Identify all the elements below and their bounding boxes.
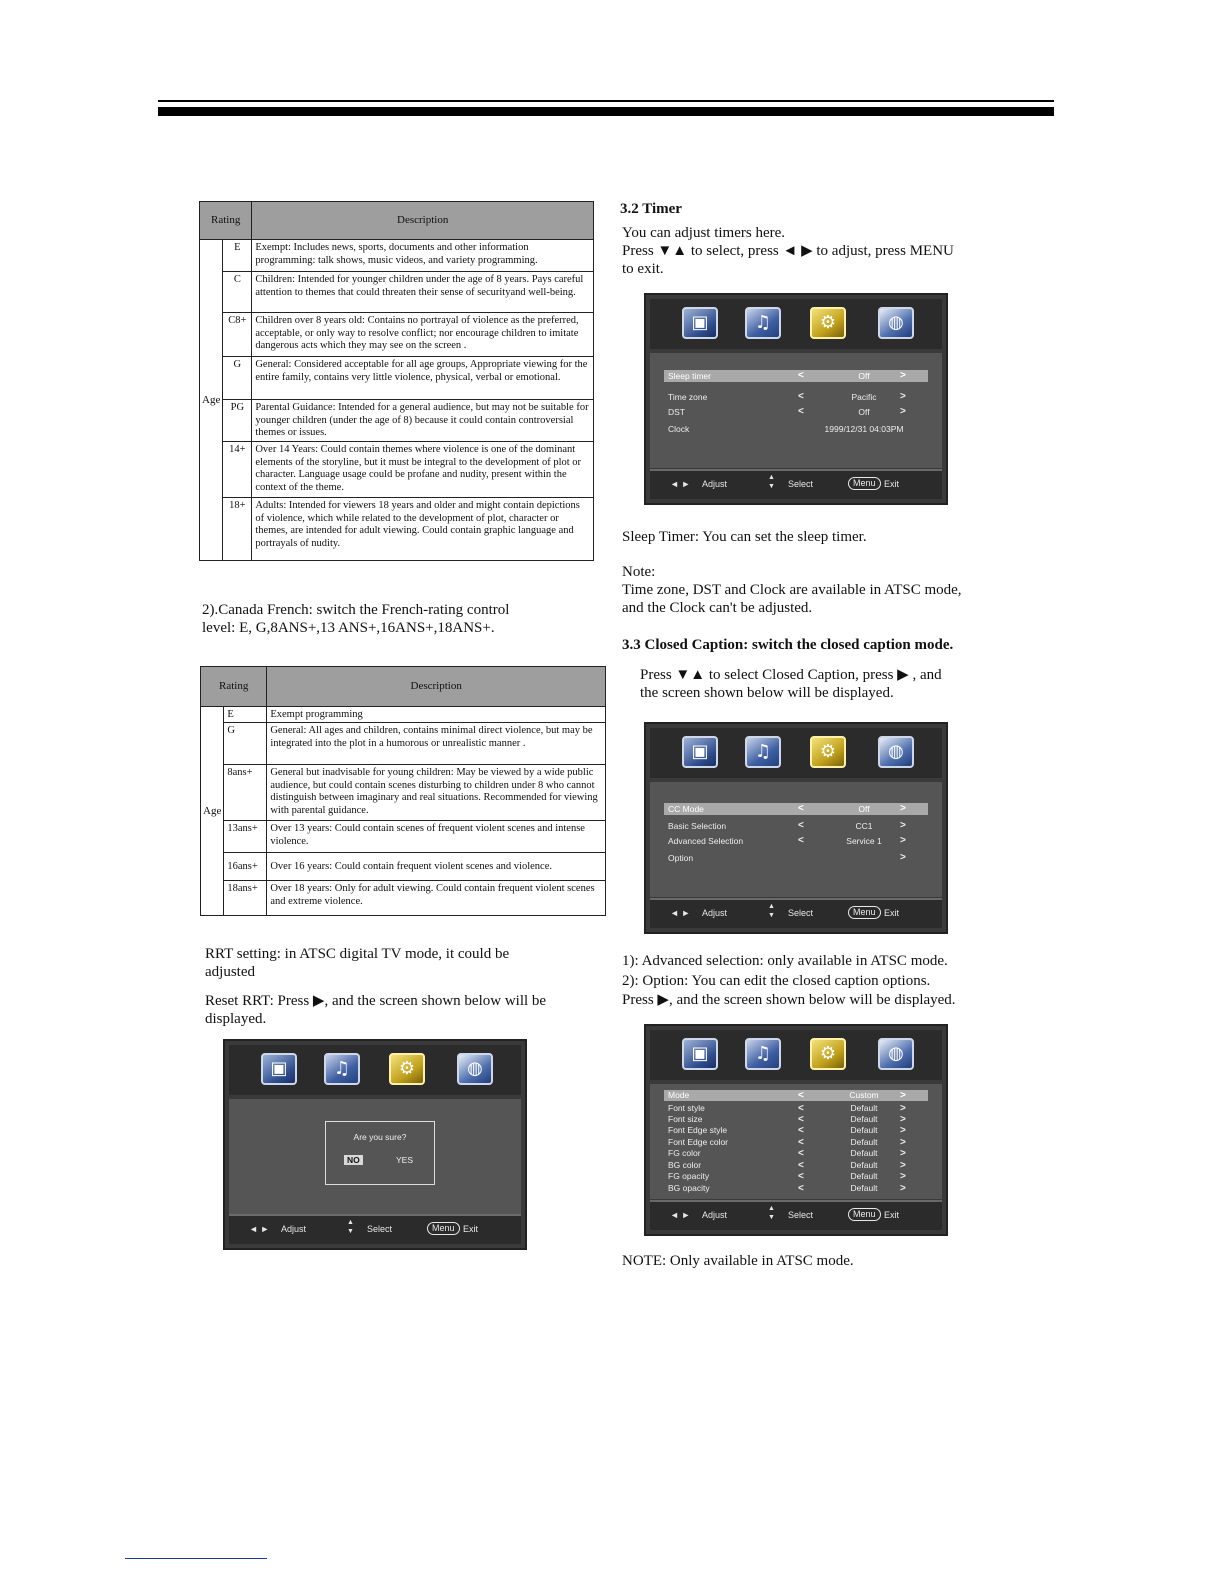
row-label: Mode (668, 1090, 690, 1100)
menu-key-icon: Menu (848, 1208, 881, 1221)
timer-note: Note: Time zone, DST and Clock are available in ATSC mode, and the Clock can't be adjusted. (622, 564, 962, 616)
reset-rrt-text: Reset RRT: Press ▶, and the screen shown below will be displayed. (205, 993, 547, 1027)
rating-description: General but inadvisable for young children: May be viewed by a wide public audience, but could contain scenes disturbing to children under 8 who cannot distinguish between imaginary and real situations. Recommended for viewing with parental guidance. (267, 765, 606, 821)
rating-code: E (223, 240, 252, 272)
adjust-hint: Adjust (702, 1210, 728, 1220)
row-label: Font Edge style (668, 1125, 728, 1135)
atsc-only-note: NOTE: Only available in ATSC mode. (622, 1253, 854, 1269)
row-label: Sleep timer (668, 371, 711, 381)
sound-icon[interactable]: ♫ (745, 736, 781, 768)
chevron-right-icon[interactable]: > (900, 1125, 906, 1136)
header-rule-thin (158, 100, 1054, 102)
picture-icon[interactable]: ▣ (682, 736, 718, 768)
timer-row-clock (664, 423, 928, 435)
sound-icon[interactable]: ♫ (324, 1053, 360, 1085)
row-value: Default (850, 1160, 878, 1170)
row-value: Custom (849, 1090, 879, 1100)
rating-description: Over 14 Years: Could contain themes where violence is one of the dominant elements of the storyline, but it must be integral to the development of plot or character. Language usage could be profane and nudity, present within the context of the theme. (252, 442, 594, 498)
left-right-arrows-icon: ◄ ► (670, 1210, 691, 1220)
row-label: FG opacity (668, 1171, 710, 1181)
chevron-right-icon[interactable]: > (900, 852, 906, 863)
osd-hint-bar (229, 1214, 521, 1244)
rrt-setting-text: RRT setting: in ATSC digital TV mode, it could be adjusted (205, 946, 510, 980)
chevron-right-icon[interactable]: > (900, 406, 906, 417)
rating-code: 18ans+ (224, 881, 267, 916)
row-value: Default (850, 1148, 878, 1158)
chevron-right-icon[interactable]: > (900, 391, 906, 402)
exit-hint: Exit (884, 479, 900, 489)
chevron-left-icon[interactable]: < (798, 1148, 804, 1159)
select-hint: Select (788, 479, 814, 489)
row-label: CC Mode (668, 804, 704, 814)
closed-caption-notes: 1): Advanced selection: only available in ATSC mode. 2): Option: You can edit the closed caption options. Press ▶, and the screen shown below will be displayed. (622, 953, 956, 1008)
chevron-left-icon[interactable]: < (798, 820, 804, 831)
confirm-question: Are you sure? (353, 1132, 407, 1142)
chevron-right-icon[interactable]: > (900, 1090, 906, 1101)
select-hint: Select (788, 908, 814, 918)
timer-row-timezone[interactable] (664, 391, 928, 403)
option-row-mode[interactable] (664, 1090, 928, 1101)
chevron-left-icon[interactable]: < (798, 1183, 804, 1194)
exit-hint: Exit (884, 908, 900, 918)
age-cell: Age (200, 240, 223, 561)
picture-icon[interactable]: ▣ (261, 1053, 297, 1085)
row-value: Default (850, 1137, 878, 1147)
option-row-bg-color[interactable] (664, 1160, 928, 1171)
rating-code: E (224, 707, 267, 723)
chevron-right-icon[interactable]: > (900, 1114, 906, 1125)
osd-menu-bar (650, 1030, 942, 1080)
row-value: Default (850, 1125, 878, 1135)
option-row-fg-opacity[interactable] (664, 1171, 928, 1182)
adjust-hint: Adjust (702, 479, 728, 489)
globe-icon[interactable]: ◍ (457, 1053, 493, 1085)
row-label: Clock (668, 424, 690, 434)
setup-gear-icon[interactable]: ⚙ (810, 736, 846, 768)
chevron-right-icon[interactable]: > (900, 1148, 906, 1159)
rating-description: Over 16 years: Could contain frequent violent scenes and violence. (267, 853, 606, 881)
row-value: Default (850, 1183, 878, 1193)
chevron-left-icon[interactable]: < (798, 1171, 804, 1182)
rating-description: Over 13 years: Could contain scenes of frequent violent scenes and intense violence. (267, 821, 606, 853)
osd-menu-bar (650, 299, 942, 349)
option-row-font-edge-style[interactable] (664, 1125, 928, 1136)
chevron-right-icon[interactable]: > (900, 803, 906, 814)
confirm-dialog (325, 1121, 435, 1185)
option-row-font-style[interactable] (664, 1103, 928, 1114)
chevron-right-icon[interactable]: > (900, 1160, 906, 1171)
clock-value: 1999/12/31 04:03PM (824, 424, 904, 434)
osd-hint-bar (650, 469, 942, 499)
rating-code: G (224, 723, 267, 765)
footer-line (125, 1558, 267, 1559)
rating-code: C (223, 272, 252, 313)
row-label: Basic Selection (668, 821, 727, 831)
picture-icon[interactable]: ▣ (682, 307, 718, 339)
chevron-right-icon[interactable]: > (900, 835, 906, 846)
row-label: Font size (668, 1114, 703, 1124)
sleep-timer-note: Sleep Timer: You can set the sleep timer. (622, 529, 867, 545)
row-label: Time zone (668, 392, 708, 402)
left-right-arrows-icon: ◄ ► (670, 479, 691, 489)
rating-code: C8+ (223, 313, 252, 357)
chevron-right-icon[interactable]: > (900, 1103, 906, 1114)
menu-key-icon: Menu (427, 1222, 460, 1235)
sound-icon[interactable]: ♫ (745, 307, 781, 339)
option-row-bg-opacity[interactable] (664, 1183, 928, 1194)
osd-body (229, 1099, 521, 1214)
cc-row-advanced[interactable] (664, 835, 928, 847)
rating-description: General: Considered acceptable for all age groups, Appropriate viewing for the entire family, contains very little violence, physical, verbal or emotional. (252, 357, 594, 400)
rating-code: PG (223, 400, 252, 442)
rating-description: Children: Intended for younger children under the age of 8 years. Pays careful attention to themes that could threaten their sense of securityand well-being. (252, 272, 594, 313)
description-header: Description (267, 667, 606, 707)
osd-menu-bar (650, 728, 942, 778)
menu-key-icon: Menu (848, 906, 881, 919)
chevron-left-icon[interactable]: < (798, 1125, 804, 1136)
osd-hint-bar (650, 898, 942, 928)
chevron-right-icon[interactable]: > (900, 1171, 906, 1182)
chevron-right-icon[interactable]: > (900, 1183, 906, 1194)
exit-hint: Exit (463, 1224, 479, 1234)
option-row-font-edge-color[interactable] (664, 1137, 928, 1148)
chevron-left-icon[interactable]: < (798, 835, 804, 846)
chevron-left-icon[interactable]: < (798, 1137, 804, 1148)
header-rule-thick (158, 107, 1054, 116)
row-label: FG color (668, 1148, 701, 1158)
osd-hint-bar (650, 1200, 942, 1230)
timer-intro: You can adjust timers here. Press ▼▲ to select, press ◄ ▶ to adjust, press MENU to exit. (622, 225, 954, 277)
chevron-left-icon[interactable]: < (798, 370, 804, 381)
rating-code: G (223, 357, 252, 400)
closed-caption-screen (644, 722, 948, 934)
up-down-arrows-icon: ▲ ▼ (347, 1219, 354, 1235)
yes-button[interactable]: YES (396, 1155, 414, 1165)
rating-header: Rating (200, 202, 252, 240)
row-label: BG color (668, 1160, 702, 1170)
rating-code: 8ans+ (224, 765, 267, 821)
row-value: Default (850, 1114, 878, 1124)
rating-description: Parental Guidance: Intended for a general audience, but may not be suitable for younger children (under the age of 8) because it could contain controversial themes or issues. (252, 400, 594, 442)
row-value: Off (858, 407, 870, 417)
chevron-right-icon[interactable]: > (900, 370, 906, 381)
cc-row-basic[interactable] (664, 820, 928, 832)
globe-icon[interactable]: ◍ (878, 307, 914, 339)
setup-gear-icon[interactable]: ⚙ (810, 307, 846, 339)
description-header: Description (252, 202, 594, 240)
rating-description: Exempt: Includes news, sports, documents and other information programming: talk shows, music videos, and variety programming. (252, 240, 594, 272)
closed-caption-heading: 3.3 Closed Caption: switch the closed caption mode. (622, 637, 954, 653)
rating-code: 16ans+ (224, 853, 267, 881)
rating-description: Exempt programming (267, 707, 606, 723)
row-value: CC1 (855, 821, 873, 831)
row-value: Off (858, 804, 870, 814)
exit-hint: Exit (884, 1210, 900, 1220)
osd-body (650, 782, 942, 897)
rating-code: 18+ (223, 498, 252, 561)
chevron-right-icon[interactable]: > (900, 820, 906, 831)
left-right-arrows-icon: ◄ ► (249, 1224, 270, 1234)
up-down-arrows-icon: ▲ ▼ (768, 1205, 775, 1221)
row-value: Default (850, 1103, 878, 1113)
chevron-left-icon[interactable]: < (798, 1114, 804, 1125)
closed-caption-intro: Press ▼▲ to select Closed Caption, press ▶ , and the screen shown below will be displayed. (640, 667, 942, 701)
timer-row-sleep[interactable] (664, 370, 928, 382)
timer-row-dst[interactable] (664, 406, 928, 418)
setup-gear-icon[interactable]: ⚙ (389, 1053, 425, 1085)
cc-row-option[interactable] (664, 852, 928, 864)
setup-gear-icon[interactable]: ⚙ (810, 1038, 846, 1070)
adjust-hint: Adjust (281, 1224, 307, 1234)
option-row-fg-color[interactable] (664, 1148, 928, 1159)
row-label: Advanced Selection (668, 836, 744, 846)
globe-icon[interactable]: ◍ (878, 1038, 914, 1070)
rating-description: General: All ages and children, contains minimal direct violence, but may be integrated into the plot in a humorous or unrealistic manner . (267, 723, 606, 765)
select-hint: Select (788, 1210, 814, 1220)
globe-icon[interactable]: ◍ (878, 736, 914, 768)
rating-header: Rating (201, 667, 267, 707)
age-cell: Age (201, 707, 224, 916)
no-button[interactable]: NO (344, 1155, 363, 1165)
osd-body (650, 353, 942, 468)
rating-description: Adults: Intended for viewers 18 years and older and might contain depictions of violence, which while related to the development of plot, character or themes, are intended for adult viewing. Could contain graphic language and portrayals of nudity. (252, 498, 594, 561)
rating-code: 13ans+ (224, 821, 267, 853)
sound-icon[interactable]: ♫ (745, 1038, 781, 1070)
chevron-left-icon[interactable]: < (798, 1090, 804, 1101)
chevron-left-icon[interactable]: < (798, 803, 804, 814)
option-row-font-size[interactable] (664, 1114, 928, 1125)
up-down-arrows-icon: ▲ ▼ (768, 474, 775, 490)
adjust-hint: Adjust (702, 908, 728, 918)
row-label: Font Edge color (668, 1137, 729, 1147)
cc-option-screen (644, 1024, 948, 1236)
reset-rrt-screen (223, 1039, 527, 1250)
row-label: BG opacity (668, 1183, 710, 1193)
left-right-arrows-icon: ◄ ► (670, 908, 691, 918)
canada-french-rating-table (200, 666, 606, 916)
rating-description: Children over 8 years old: Contains no portrayal of violence as the preferred, acceptable, or only way to resolve conflict; nor encourage children to imitate dangerous acts which they may see on the screen . (252, 313, 594, 357)
select-hint: Select (367, 1224, 393, 1234)
timer-heading: 3.2 Timer (620, 201, 682, 217)
cc-row-mode[interactable] (664, 803, 928, 815)
rating-code: 14+ (223, 442, 252, 498)
osd-menu-bar (229, 1045, 521, 1095)
chevron-left-icon[interactable]: < (798, 406, 804, 417)
row-value: Off (858, 371, 870, 381)
canada-french-text: 2).Canada French: switch the French-rating control level: E, G,8ANS+,13 ANS+,16ANS+,18ANS+. (202, 602, 510, 636)
menu-key-icon: Menu (848, 477, 881, 490)
timer-screen (644, 293, 948, 505)
chevron-left-icon[interactable]: < (798, 1103, 804, 1114)
rating-description: Over 18 years: Only for adult viewing. Could contain frequent violent scenes and extreme violence. (267, 881, 606, 916)
up-down-arrows-icon: ▲ ▼ (768, 903, 775, 919)
row-label: Option (668, 853, 694, 863)
row-label: Font style (668, 1103, 705, 1113)
chevron-right-icon[interactable]: > (900, 1137, 906, 1148)
osd-body (650, 1084, 942, 1199)
row-value: Pacific (851, 392, 877, 402)
chevron-left-icon[interactable]: < (798, 391, 804, 402)
row-value: Service 1 (846, 836, 882, 846)
picture-icon[interactable]: ▣ (682, 1038, 718, 1070)
canada-english-rating-table (199, 201, 594, 561)
row-value: Default (850, 1171, 878, 1181)
row-label: DST (668, 407, 685, 417)
chevron-left-icon[interactable]: < (798, 1160, 804, 1171)
